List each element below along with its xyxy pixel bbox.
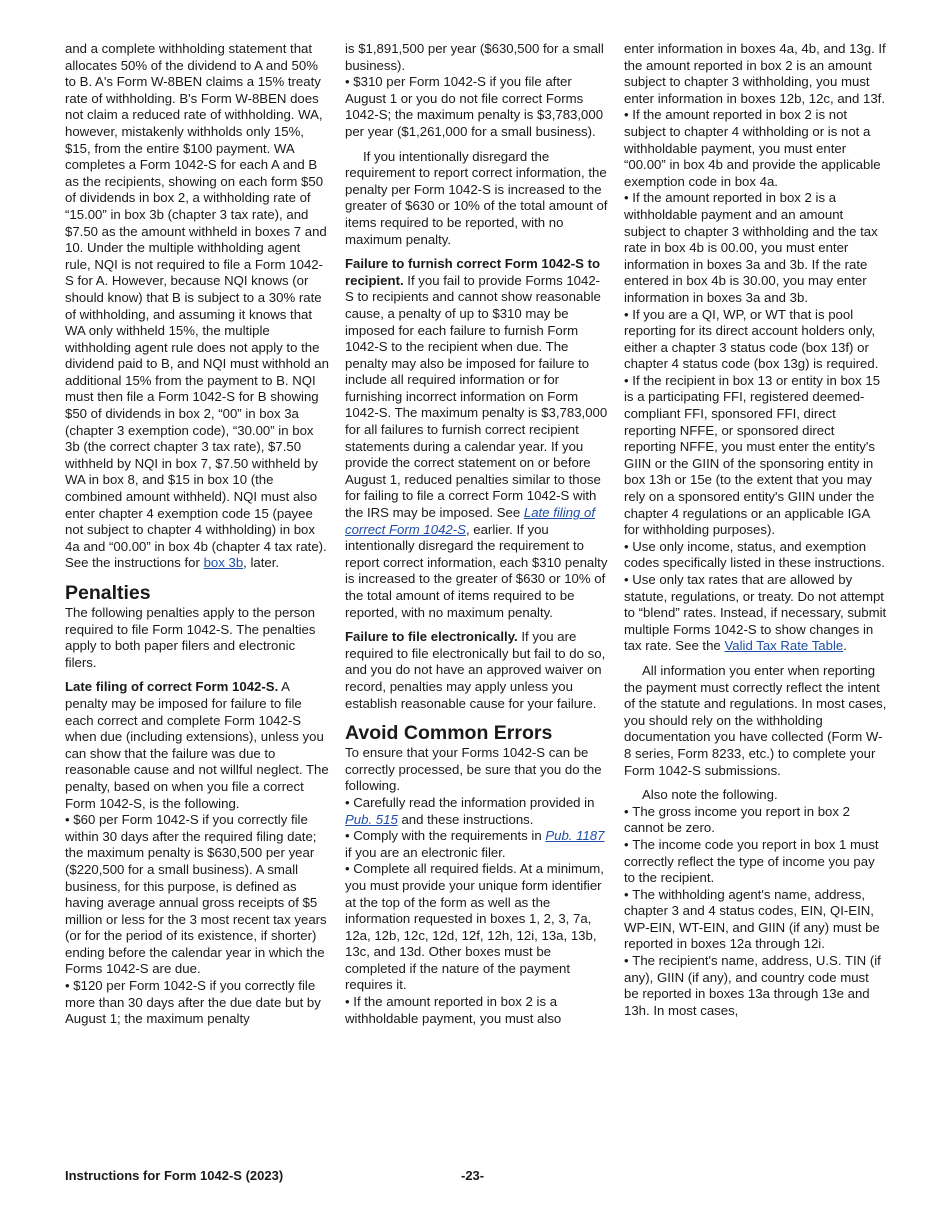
list-item: • $120 per Form 1042-S if you correctly file more than 30 days after the due date but by August 1; the maximum penalty bbox=[65, 978, 329, 1028]
paragraph: Failure to furnish correct Form 1042-S to recipient. If you fail to provide Forms 1042-S to recipients and cannot show reasonable cause, a penalty of up to $310 may be imposed for each failure to furnish Form 1042-S to the recipient when due. The penalty may also be imposed for failure to include all required information or for furnishing incorrect information on Form 1042-S. The maximum penalty is $3,783,000 for all failures to furnish correct recipient statements during a calendar year. If you provide the correct statement on or before August 1, reduced penalties similar to those for failing to file a correct Form 1042-S with the IRS may be imposed. See Late filing of correct Form 1042-S, earlier. If you intentionally disregard the requirement to report correct information, each $310 penalty is increased to the greater of $630 or 10% of the total amount of items required to be reported, with no maximum penalty. bbox=[345, 256, 608, 620]
column-1 bbox=[65, 41, 329, 1028]
list-item: • If the amount reported in box 2 is a withholdable payment, you must also bbox=[345, 994, 608, 1027]
late-filing-heading: Late filing of correct Form 1042-S. bbox=[65, 679, 279, 695]
column-2 bbox=[345, 41, 608, 1027]
list-item: • The income code you report in box 1 must correctly reflect the type of income you pay to the recipient. bbox=[624, 837, 887, 887]
paragraph: Also note the following. bbox=[642, 787, 778, 803]
list-item: • The recipient's name, address, U.S. TIN (if any), GIIN (if any), and country code must be reported in boxes 13a through 13e and 13h. In most cases, bbox=[624, 953, 887, 1019]
paragraph: is $1,891,500 per year ($630,500 for a small business). bbox=[345, 41, 604, 73]
paragraph: enter information in boxes 4a, 4b, and 13g. If the amount reported in box 2 is an amount subject to chapter 3 withholding, you must enter information in boxes 12b, 12c, and 13f. bbox=[624, 41, 886, 106]
list-item: • Complete all required fields. At a minimum, you must provide your unique form identifier at the top of the form as well as the information requested in boxes 1, 2, 3, 7a, 12a, 12b, 12c, 12d, 12f, 12h, 12i, 13a, 13b, 13c, and 13d. Other boxes must be completed if the nature of the payment requires it. bbox=[345, 861, 608, 994]
paragraph: To ensure that your Forms 1042-S can be correctly processed, be sure that you do the following. bbox=[345, 745, 602, 794]
list-item: • Use only tax rates that are allowed by statute, regulations, or treaty. Do not attempt to “blend” rates. Instead, if necessary, submit multiple Forms 1042-S to show changes in tax rate. See the Valid Tax Rate Table. bbox=[624, 572, 887, 655]
list-item: • $310 per Form 1042-S if you file after August 1 or you do not file correct Forms 1042-S; the maximum penalty is $3,783,000 per year ($1,261,000 for a small business). bbox=[345, 74, 608, 140]
paragraph: The following penalties apply to the person required to file Form 1042-S. The penalties apply to both paper filers and electronic filers. bbox=[65, 605, 316, 670]
pub-1187-link[interactable]: Pub. 1187 bbox=[545, 828, 605, 844]
paragraph: If you intentionally disregard the requirement to report correct information, the penalty per Form 1042-S is increased to the greater of $630 or 10% of the total amount of items required to be reported, with no maximum penalty. bbox=[345, 148, 608, 247]
list-item: • If you are a QI, WP, or WT that is pool reporting for its direct account holders only, either a chapter 3 status code (box 13f) or chapter 4 status code (box 13g) is required. bbox=[624, 307, 887, 373]
paragraph: Late filing of correct Form 1042-S. A penalty may be imposed for failure to file each correct and complete Form 1042-S when due (including extensions), unless you can show that the failure was due to reasonable cause and not willful neglect. The penalty, based on when you file a correct Form 1042-S, is the following. bbox=[65, 679, 329, 811]
list-item: • If the recipient in box 13 or entity in box 15 is a participating FFI, registered deemed-compliant FFI, sponsored FFI, direct reporting NFFE, or sponsored direct reporting NFFE, you must enter the entity's GIIN or the GIIN of the sponsoring entity in box 13h or 15e (to the extent that you may rely on a sponsored entity's GIIN under the chapter 4 regulations or an applicable IGA for withholding purposes). bbox=[624, 373, 887, 539]
list-item: • Carefully read the information provided in Pub. 515 and these instructions. bbox=[345, 795, 608, 828]
list-item: • Comply with the requirements in Pub. 1187 if you are an electronic filer. bbox=[345, 828, 608, 861]
list-item: • If the amount reported in box 2 is not subject to chapter 4 withholding or is not a withholdable payment, you must enter “00.00” in box 4b and provide the applicable exemption code in box 4a. bbox=[624, 107, 887, 190]
list-item: • If the amount reported in box 2 is a withholdable payment and an amount subject to chapter 3 withholding and the tax rate in box 4b is 00.00, you must enter information in boxes 3a and 3b. If the rate entered in box 4b is 30.00, you may enter information in boxes 3a and 3b. bbox=[624, 190, 887, 306]
pub-515-link[interactable]: Pub. 515 bbox=[345, 811, 398, 827]
list-item: • The gross income you report in box 2 cannot be zero. bbox=[624, 804, 887, 837]
failure-to-file-heading: Failure to file electronically. bbox=[345, 629, 518, 645]
list-item: • $60 per Form 1042-S if you correctly file within 30 days after the required filing date; the maximum penalty is $630,500 per year ($220,500 for a small business). A small business, for this purpose, is defined as having average annual gross receipts of $5 million or less for the 3 most recent tax years (or for the period of its existence, if shorter) ending before the calendar year in which the Forms 1042-S are due. bbox=[65, 812, 329, 978]
avoid-errors-heading: Avoid Common Errors bbox=[345, 722, 553, 745]
list-item: • The withholding agent's name, address, chapter 3 and 4 status codes, EIN, QI-EIN, WP-EIN, WT-EIN, and GIIN (if any) must be reported in boxes 12a through 12i. bbox=[624, 887, 887, 953]
paragraph: All information you enter when reporting the payment must correctly reflect the intent of the statute and regulations. In most cases, you should rely on the withholding documentation you have collected (Form W-8 series, Form 8233, etc.) to complete your Form 1042-S submissions. bbox=[624, 662, 887, 778]
footer-title: Instructions for Form 1042-S (2023) bbox=[65, 1168, 284, 1183]
late-filing-link[interactable]: Late filing of correct Form 1042-S bbox=[345, 505, 595, 537]
column-3 bbox=[624, 41, 887, 1019]
box-3b-link[interactable]: box 3b bbox=[203, 555, 244, 571]
paragraph: and a complete withholding statement that allocates 50% of the dividend to A and 50% to B. A's Form W-8BEN claims a 15% treaty rate of withholding. B's Form W-8BEN does not claim a reduced rate of withholding. WA, however, mistakenly withholds only 15%, $15, from the entire $100 payment. WA completes a Form 1042-S for each A and B as the recipients, showing on each form $50 of dividends in box 2, a withholding rate of “15.00” in box 3b (chapter 3 tax rate), and $7.50 as the amount withheld in boxes 7 and 10. Under the multiple withholding agent rule, NQI is not required to file a Form 1042-S for A. However, because NQI knows (or should know) that B is subject to a 30% rate of withholding, and assuming it knows that WA only withheld 15%, the multiple withholding agent rule does not apply to the dividend paid to B, and NQI must withhold an additional 15% from the payment to B. NQI must then file a Form 1042-S for B showing $50 of dividends in box 2, “00” in box 3a (chapter 3 exemption code), “30.00” in box 3b (the correct chapter 3 tax rate), $7.50 withheld by NQI in box 7, $7.50 withheld by WA in box 8, and $15 in box 10 (the combined amount withheld). NQI must also enter chapter 4 exemption code 15 (payee not subject to chapter 4 withholding) in box 4a and “00.00” in box 4b (chapter 4 tax rate). See the instructions for box 3b, later. bbox=[65, 41, 329, 571]
page-number: -23- bbox=[461, 1168, 485, 1183]
list-item: • Use only income, status, and exemption codes specifically listed in these instructions. bbox=[624, 539, 887, 572]
failure-to-furnish-heading: Failure to furnish correct Form 1042-S to recipient. bbox=[345, 256, 601, 288]
penalties-heading: Penalties bbox=[65, 582, 151, 604]
paragraph: Failure to file electronically. If you are required to file electronically but fail to do so, and you do not have an approved waiver on record, penalties may apply unless you establish reasonable cause for your failure. bbox=[345, 629, 606, 711]
valid-tax-rate-table-link[interactable]: Valid Tax Rate Table bbox=[724, 638, 844, 654]
